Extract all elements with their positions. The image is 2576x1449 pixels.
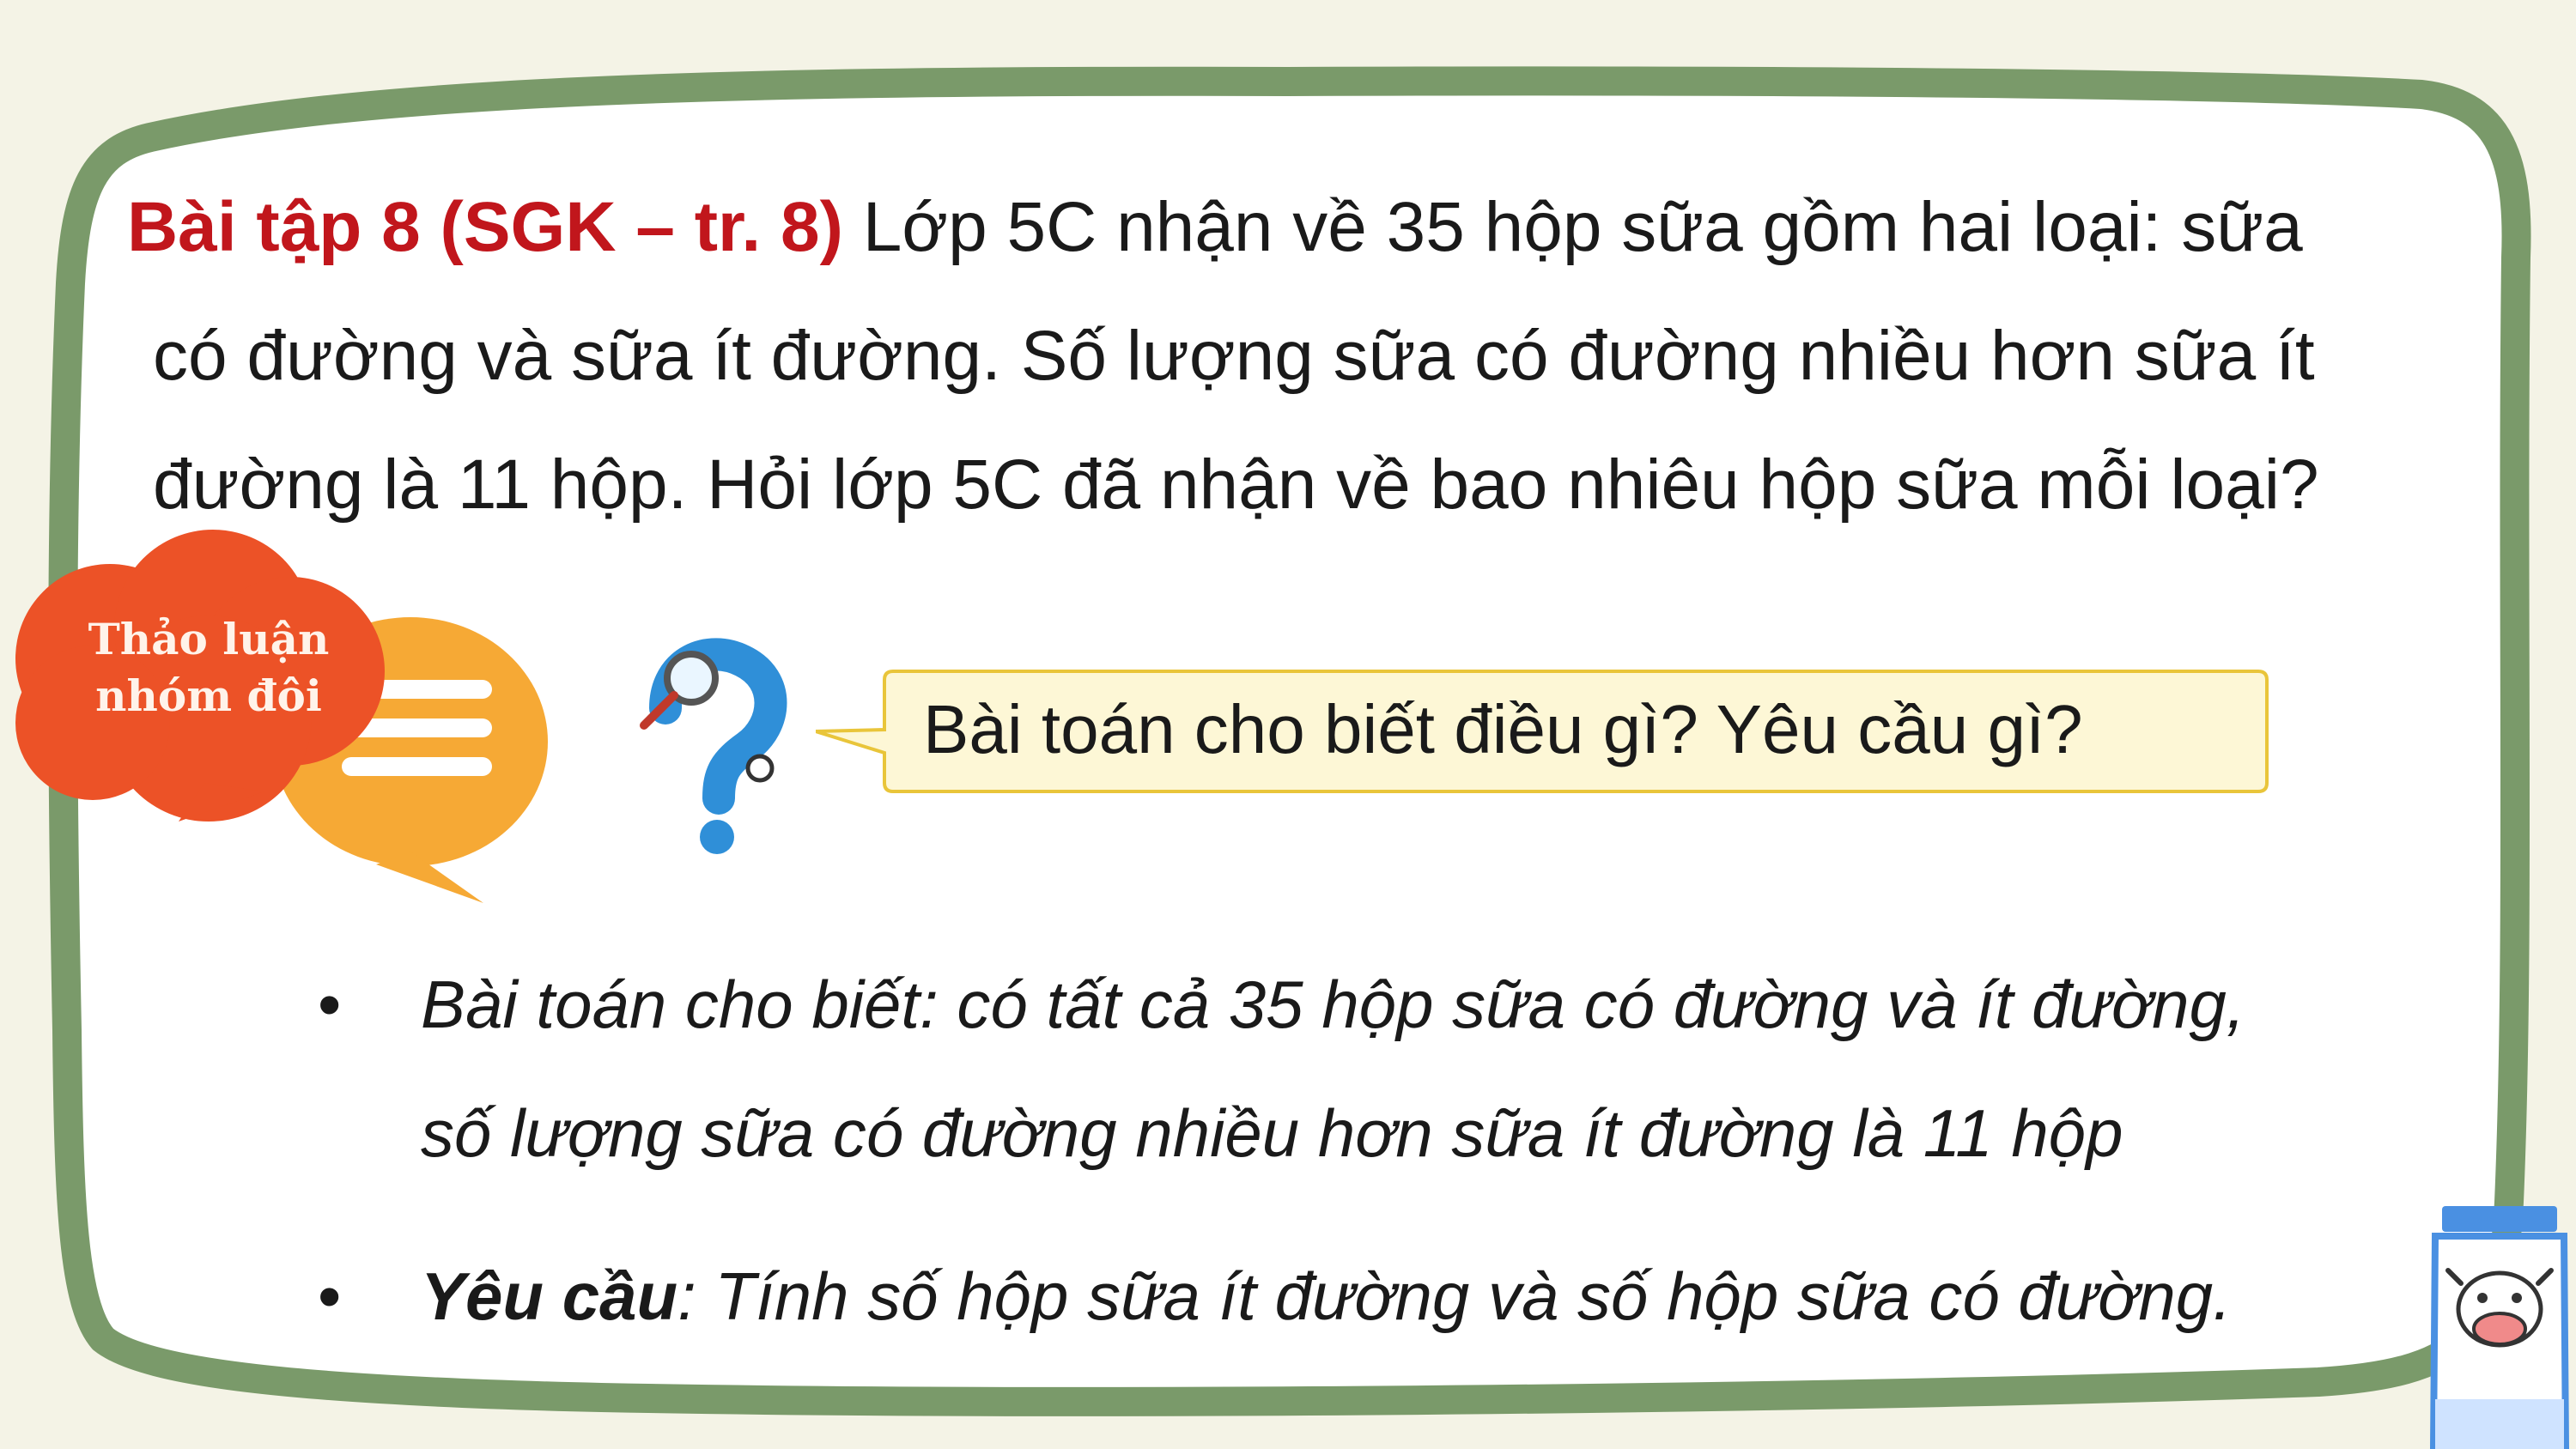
list-item-given	[318, 940, 2430, 1197]
question-bubble-text: Bài toán cho biết điều gì? Yêu cầu gì?	[923, 691, 2083, 767]
requirement-text: : Tính số hộp sữa ít đường và số hộp sữa có đường.	[677, 1258, 2232, 1334]
discussion-badge	[7, 525, 556, 912]
problem-statement	[127, 163, 2403, 549]
bullet-icon: •	[318, 1258, 342, 1334]
discussion-line-1: Thảo luận	[88, 614, 330, 664]
given-line-1: Bài toán cho biết: có tất cả 35 hộp sữa có đường và ít đường,	[421, 967, 2245, 1042]
problem-line-3: đường là 11 hộp. Hỏi lớp 5C đã nhận về bao nhiêu hộp sữa mỗi loại?	[153, 446, 2319, 524]
problem-line-1: Lớp 5C nhận về 35 hộp sữa gồm hai loại: sữa	[862, 188, 2303, 266]
problem-line-2: có đường và sữa ít đường. Số lượng sữa có đường nhiều hơn sữa ít	[153, 317, 2315, 395]
bullet-icon: •	[318, 967, 342, 1042]
list-item-requirement	[318, 1232, 2430, 1361]
question-mark-magnifier-icon	[614, 627, 794, 858]
given-line-2: số lượng sữa có đường nhiều hơn sữa ít đường là 11 hộp	[421, 1095, 2123, 1171]
discussion-line-2: nhóm đôi	[95, 670, 322, 721]
exercise-title: Bài tập 8 (SGK – tr. 8)	[127, 188, 843, 266]
answer-list	[318, 940, 2430, 1361]
requirement-label: Yêu cầu	[421, 1258, 678, 1334]
milk-carton-icon	[2427, 1202, 2573, 1449]
